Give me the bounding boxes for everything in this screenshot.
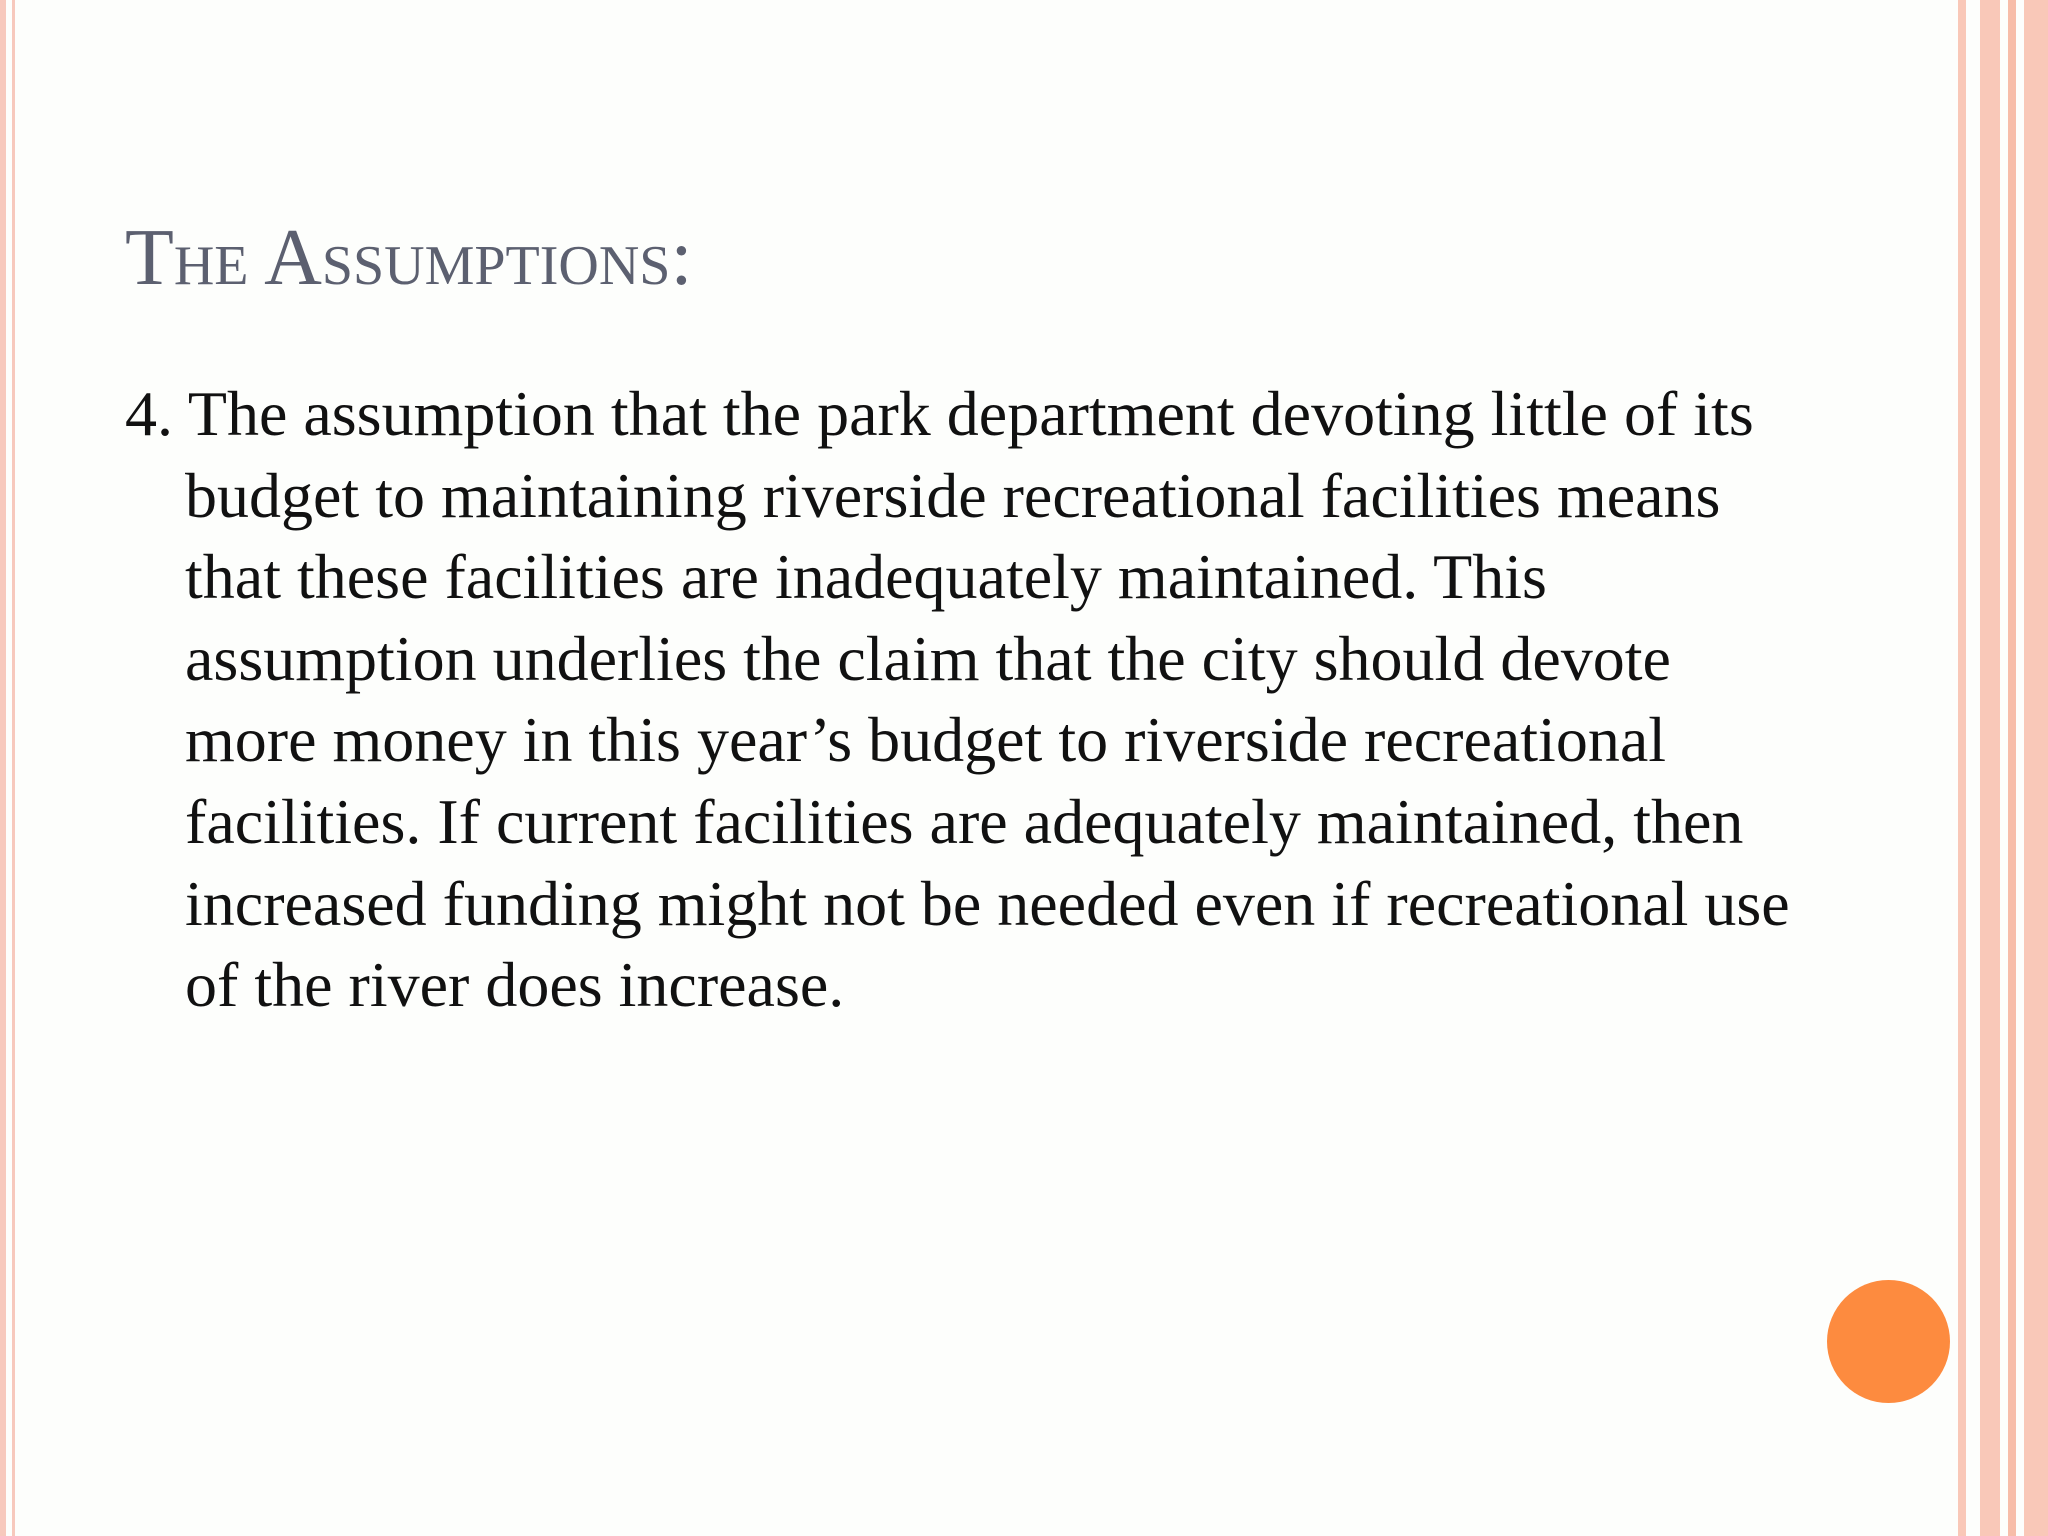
slide-title: The Assumptions: xyxy=(125,214,693,302)
right-border-stripe xyxy=(2024,0,2048,1536)
left-border-stripe xyxy=(0,0,6,1536)
decorative-circle xyxy=(1827,1280,1950,1403)
right-border-stripe xyxy=(1958,0,1966,1536)
right-border-stripe xyxy=(1980,0,2000,1536)
right-border-stripe xyxy=(2008,0,2016,1536)
slide-body-text: 4. The assumption that the park department devoting little of its budget to maintaining riverside recreational facilities means that these facilities are inadequately maintained. This assumption underlies the claim that the city should devote more money in this year’s budget to riverside recreational facilities. If current facilities are adequately maintained, then increased funding might not be needed even if recreational use of the river does increase. xyxy=(125,378,1790,1021)
left-border-stripe-thin xyxy=(12,0,15,1536)
